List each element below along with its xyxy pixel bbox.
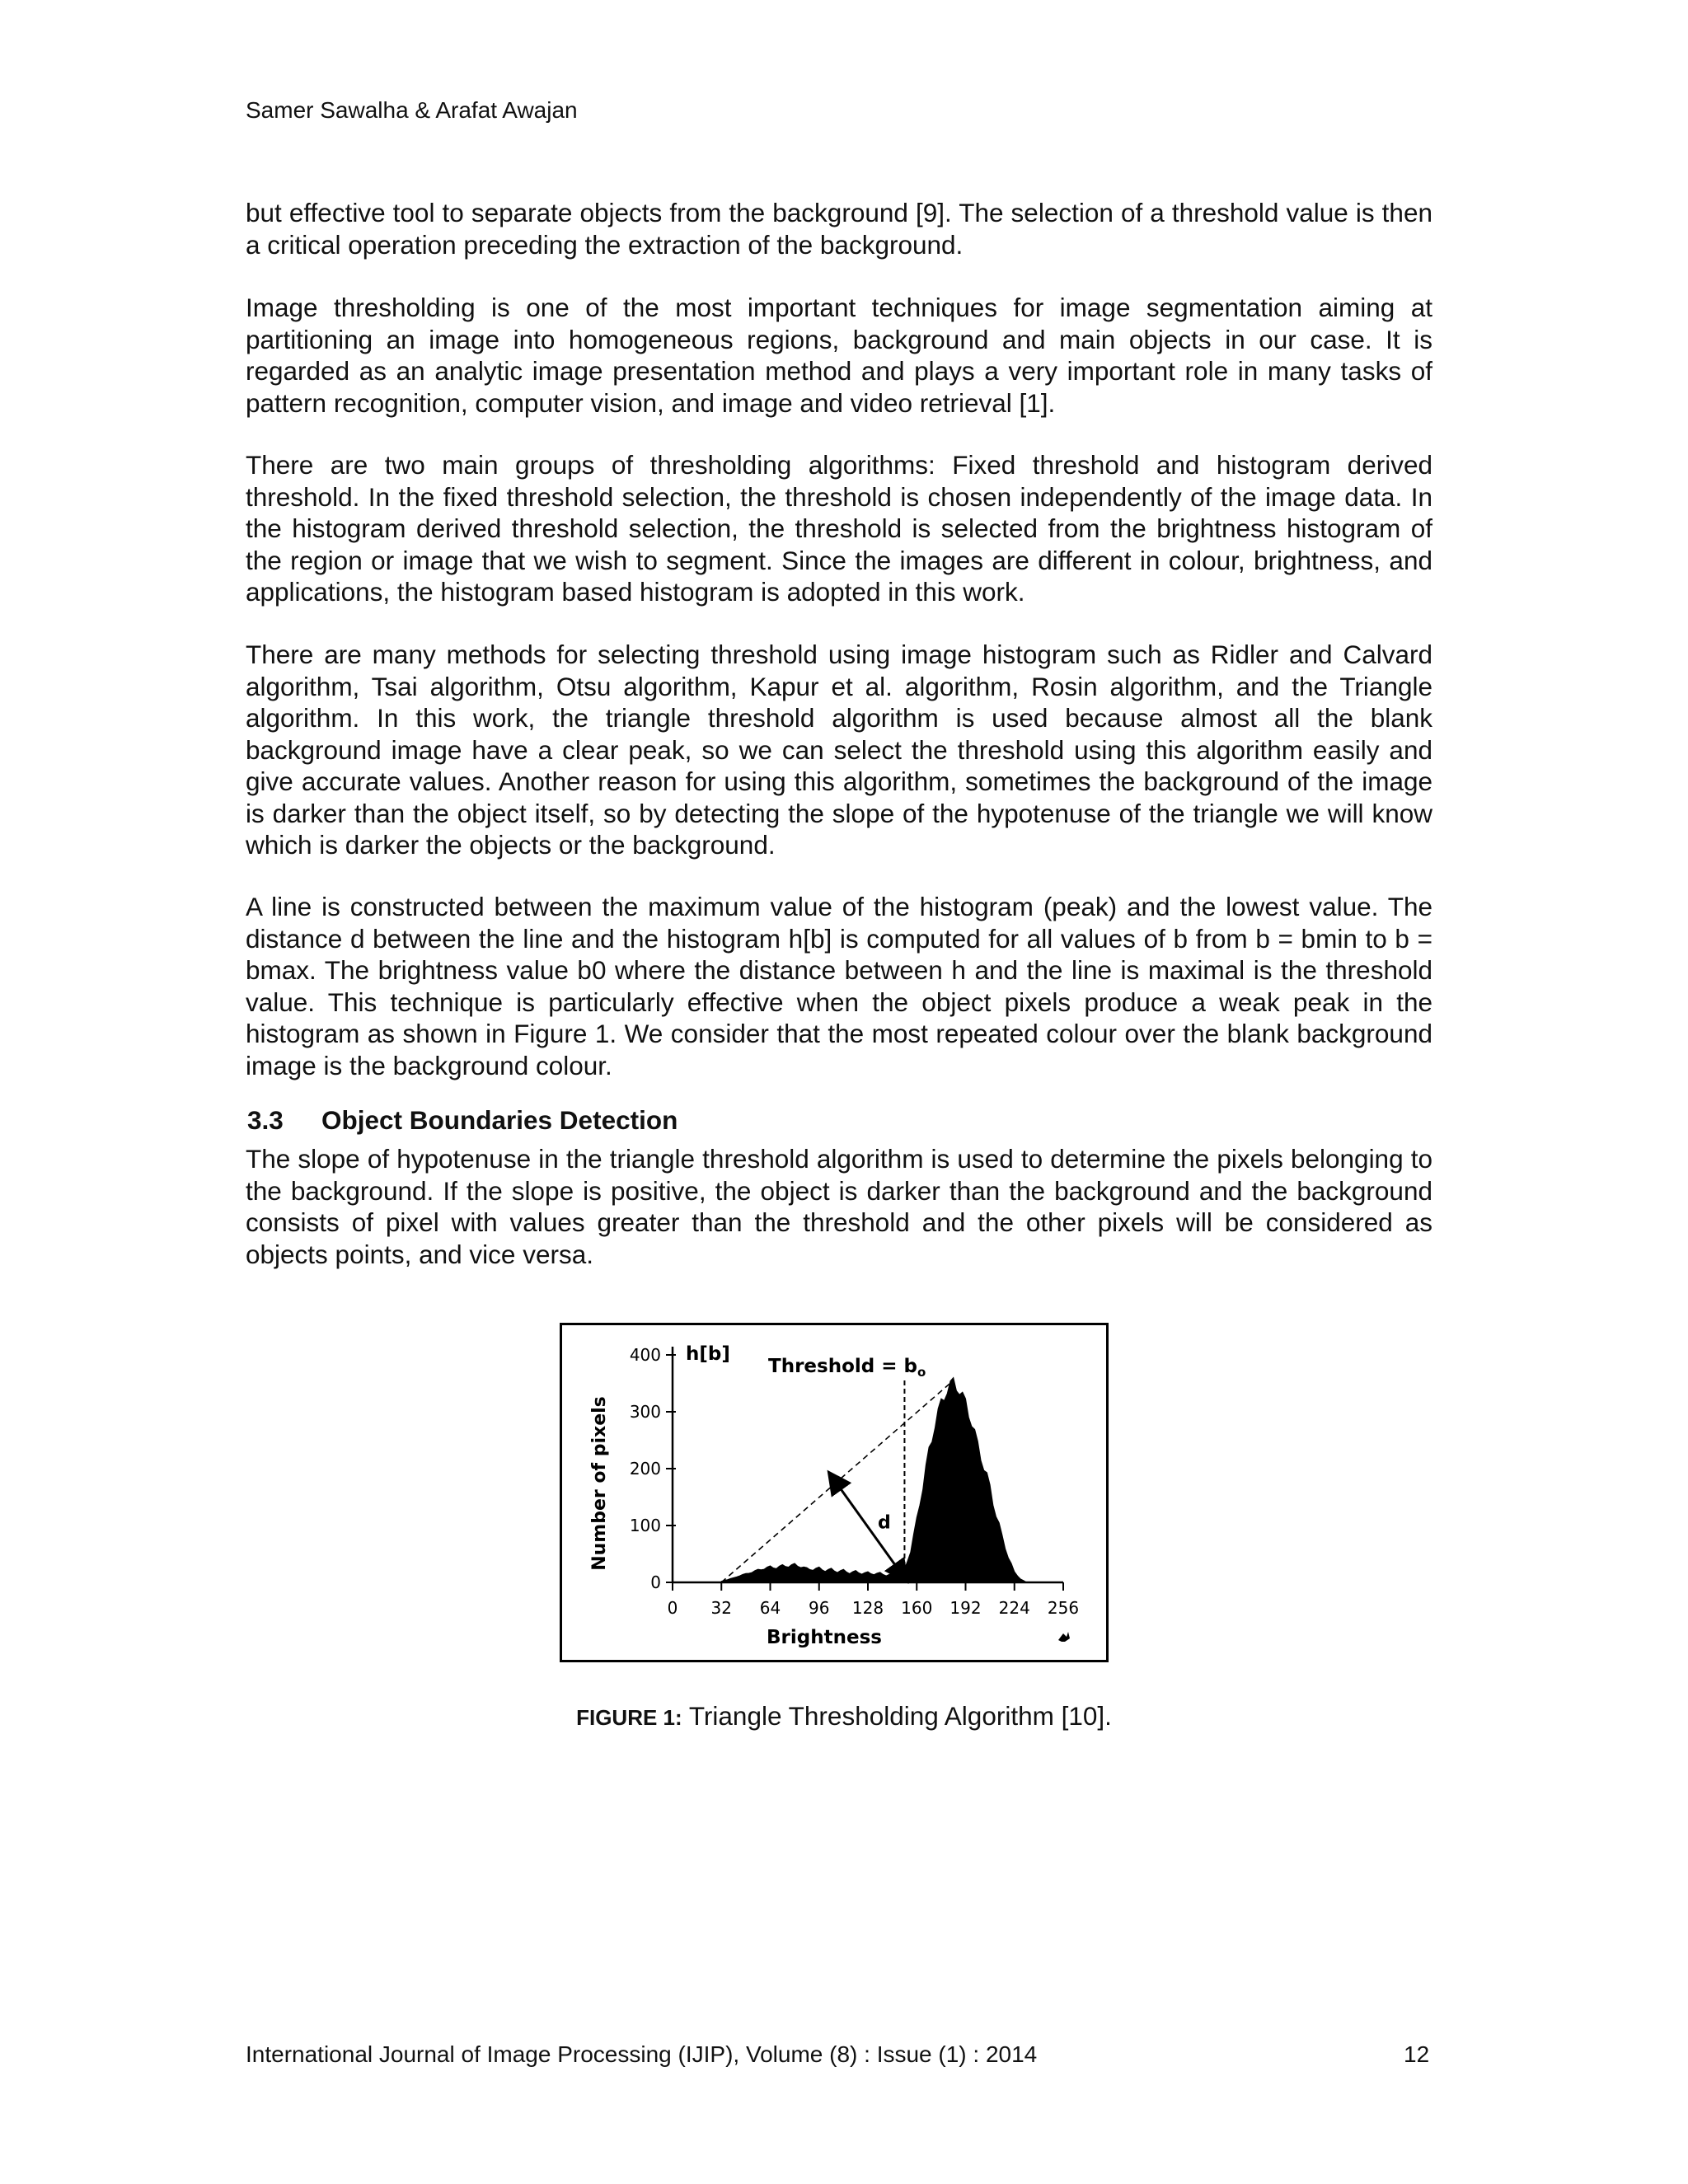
- x-tick-label: 96: [809, 1598, 830, 1618]
- paragraph-5: A line is constructed between the maximum value of the histogram (peak) and the lowest value. The distance d between the line and the histogram h[b] is computed for all values of b from b = bmin to b = bmax. The brightness value b0 where the distance between h and the line is maximal is the threshold value. This technique is particularly effective when the object pixels produce a weak peak in the histogram as shown in Figure 1. We consider that the most repeated colour over the blank background image is the background colour.: [246, 892, 1432, 1080]
- x-tick-label: 64: [759, 1598, 781, 1618]
- footer-page-number: 12: [1404, 2041, 1430, 2067]
- x-tick-label: 32: [710, 1598, 732, 1618]
- histogram-area: [721, 1378, 1026, 1582]
- x-tick-group: [668, 1582, 1079, 1618]
- y-tick-label: 400: [629, 1345, 661, 1365]
- figure-caption: [0, 1701, 1688, 1732]
- footer-journal: International Journal of Image Processing (IJIP), Volume (8) : Issue (1) : 2014: [246, 2041, 1038, 2067]
- section-number: 3.3: [247, 1105, 284, 1135]
- x-tick-label: 192: [950, 1598, 982, 1618]
- threshold-label-subscript: o: [917, 1365, 926, 1380]
- x-tick-label: 0: [667, 1598, 678, 1618]
- figure-1: [560, 1323, 1109, 1662]
- histogram-chart: [562, 1325, 1106, 1660]
- y-tick-label: 200: [629, 1459, 661, 1479]
- section-title: Object Boundaries Detection: [321, 1105, 678, 1135]
- paragraph-4: There are many methods for selecting threshold using image histogram such as Ridler and Calvard algorithm, Tsai algorithm, Otsu algorithm, Kapur et al. algorithm, Rosin algorithm, and the Triangle algorithm. In this work, the triangle threshold algorithm is used because almost all the blank background image have a clear peak, so we can select the threshold using this algorithm easily and give accurate values. Another reason for using this algorithm, sometimes the background of the image is darker than the object itself, so by detecting the slope of the hypotenuse of the triangle we will know which is darker the objects or the background.: [246, 640, 1432, 860]
- running-head: Samer Sawalha & Arafat Awajan: [246, 97, 578, 123]
- section-paragraph: The slope of hypotenuse in the triangle threshold algorithm is used to determine the pixels belonging to the background. If the slope is positive, the object is darker than the background and the background consists of pixel with values greater than the threshold and the other pixels will be considered as objects points, and vice versa.: [246, 1144, 1432, 1269]
- section-heading: [247, 1105, 678, 1136]
- series-label: h[b]: [686, 1343, 730, 1365]
- threshold-label-text: Threshold = b: [768, 1356, 917, 1377]
- threshold-label: [768, 1356, 926, 1380]
- caption-text: Triangle Thresholding Algorithm [10].: [682, 1701, 1112, 1731]
- y-tick-label: 300: [629, 1402, 661, 1422]
- paragraph-1: but effective tool to separate objects from the background [9]. The selection of a threshold value is then a critical operation preceding the extraction of the background.: [246, 198, 1432, 260]
- caption-label: FIGURE 1:: [576, 1705, 682, 1730]
- distance-label: d: [878, 1512, 891, 1534]
- paragraph-3: There are two main groups of thresholding algorithms: Fixed threshold and histogram derived threshold. In the fixed threshold selection, the threshold is chosen independently of the image data. In the histogram derived threshold selection, the threshold is selected from the brightness histogram of the region or image that we wish to segment. Since the images are different in colour, brightness, and applications, the histogram based histogram is adopted in this work.: [246, 450, 1432, 607]
- x-tick-label: 224: [998, 1598, 1030, 1618]
- y-axis-label: Number of pixels: [589, 1396, 610, 1571]
- y-tick-group: [630, 1345, 676, 1592]
- x-tick-label: 256: [1047, 1598, 1080, 1618]
- y-tick-label: 0: [650, 1572, 661, 1592]
- distance-arrow: [834, 1480, 901, 1574]
- x-tick-label: 128: [851, 1598, 884, 1618]
- paragraph-2: Image thresholding is one of the most important techniques for image segmentation aiming at partitioning an image into homogeneous regions, background and main objects in our case. It is regarded as an analytic image presentation method and plays a very important role in many tasks of pattern recognition, computer vision, and image and video retrieval [1].: [246, 293, 1432, 418]
- x-tick-label: 160: [901, 1598, 933, 1618]
- x-axis-label: Brightness: [767, 1627, 882, 1648]
- resize-glyph-icon: [1058, 1632, 1070, 1642]
- y-tick-label: 100: [629, 1516, 661, 1535]
